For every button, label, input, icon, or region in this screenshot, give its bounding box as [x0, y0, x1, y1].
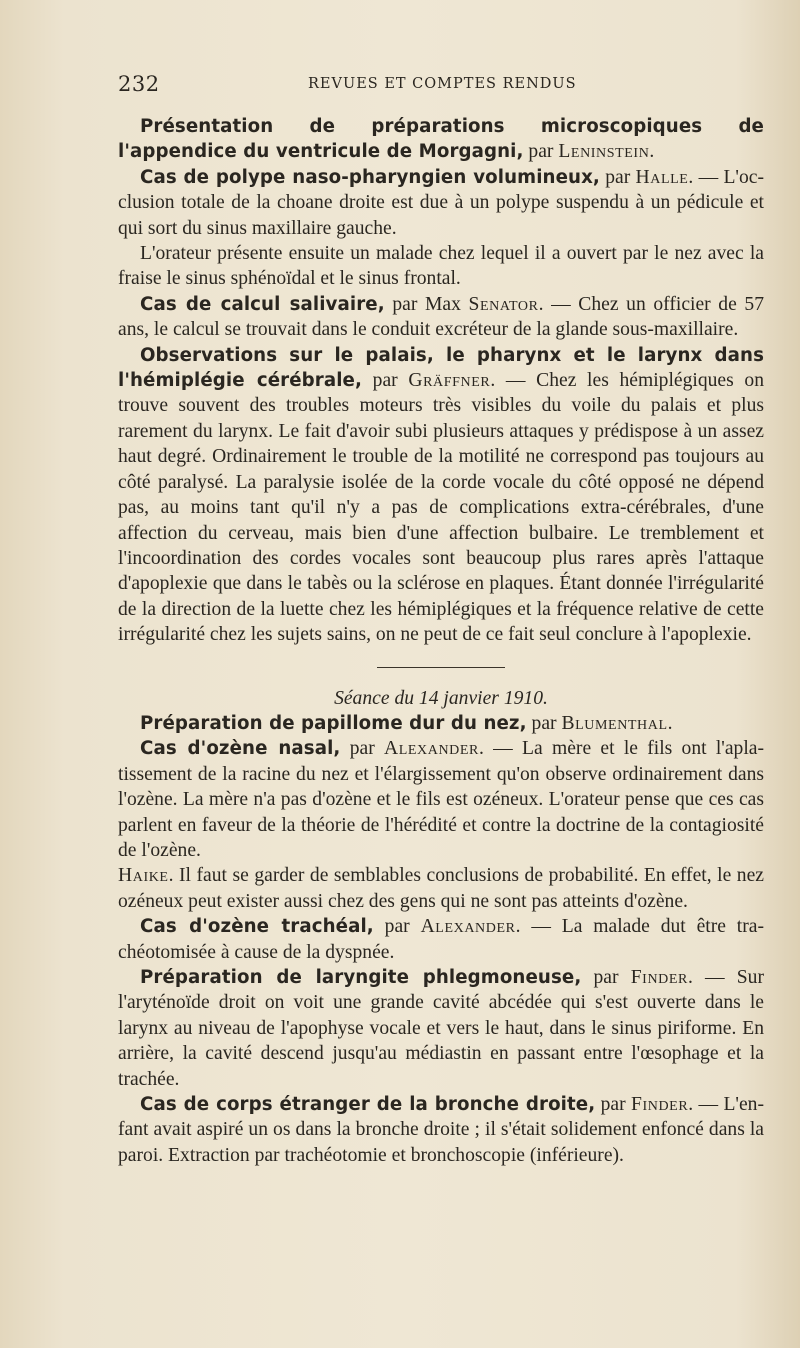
paragraph-title: Présentation de préparations microscopiques de l'appendice du ventricule de Morgagni, [118, 116, 764, 163]
byline-text: par [340, 738, 384, 760]
running-title: REVUES ET COMPTES RENDUS [308, 76, 577, 92]
author-name: Blumenthal [561, 712, 668, 734]
paragraph-text: L'orateur présente ensuite un malade chez lequel il a ouvert par le nez avec la fraise le sinus sphénoïdal et le sinus frontal. [118, 243, 764, 290]
author-name: Leninstein [558, 141, 650, 163]
author-name: Senator [468, 293, 539, 315]
author-name: Finder [630, 967, 688, 988]
paragraph-title: Préparation de papillome dur du nez, [140, 712, 527, 734]
byline-text: par [581, 967, 631, 988]
paragraph-text: . — La mère et le fils ont l'aplatissement de la racine du nez et l'élargissement qu'on observe ordinairement dans l'ozène. La mère n'a pas d'ozène et le fils est ozéneux. L'orateur pense que ces cas parlent en faveur de la théorie de l'hérédité et contre la doctrine de la contagiosité de l'ozène. [118, 738, 764, 861]
page-header [118, 72, 764, 102]
paragraph-text: . [649, 141, 655, 163]
paragraph-title: Cas d'ozène nasal, [140, 738, 341, 760]
paragraph-text: . — La malade dut être trachéotomisée à cause de la dyspnée. [118, 916, 764, 963]
section-after-session [118, 711, 764, 1168]
byline-text: par [523, 141, 559, 163]
byline-text: par [373, 916, 421, 938]
byline-text: par [526, 712, 562, 734]
paragraph-text: . [667, 712, 673, 734]
paragraph [118, 736, 764, 863]
paragraph-title: Cas de polype naso-pharyngien volumineux, [140, 166, 600, 188]
paragraph-title: Observations sur le palais, le pharynx et le larynx dans l'hémiplégie cérébrale, [118, 344, 764, 392]
author-name: Alexander [420, 916, 516, 938]
paragraph [118, 863, 764, 914]
paragraph-text: . — Sur l'aryténoïde droit on voit une grande cavité abcédée qui s'est ouverte dans le larynx au niveau de l'apophyse vocale et vers le haut, dans le sinus piriforme. En arrière, la cavité descend jusqu'au médiastin en passant entre l'œsophage et la trachée. [118, 967, 764, 1090]
paragraph-text: . — L'occlusion totale de la choane droite est due à un polype suspendu à un pédicule et qui sort du sinus maxillaire gauche. [118, 166, 764, 239]
byline-text: par [595, 1094, 631, 1116]
paragraph-text: . — Chez les hémiplégiques on trouve souvent des troubles moteurs très visibles du voile du palais et plus rarement du larynx. Le fait d'avoir subi plusieurs attaques y prédispose à un assez haut degré. Ordinairement le trouble de la motilité ne correspond pas toujours au côté paralysé. La paralysie isolée de la corde vocale du côté opposé ne dépend pas, au moins tant qu'il n'y a pas de complications extra-cérébrales, d'une affection du cerveau, mais bien d'une affection bulbaire. Le tremblement et l'incoordination des cordes vocales sont beaucoup plus rares après l'attaque d'apoplexie que dans le tabès ou la sclérose en plaques. Étant donnée l'irrégularité de la direction de la luette chez les hémiplégiques et la fréquence relative de cette irrégularité chez les sujets sains, on ne peut de ce fait seul conclure à l'apoplexie. [118, 370, 764, 646]
paragraph [118, 711, 764, 736]
section-before-session [118, 114, 764, 648]
section-divider [377, 667, 505, 668]
session-heading: Séance du 14 janvier 1910. [334, 687, 548, 709]
author-name: Haike [118, 865, 169, 887]
byline-text: par [362, 370, 409, 392]
paragraph-text: . — L'enfant avait aspiré un os dans la bronche droite ; il s'était solidement enfoncé dans la paroi. Extraction par trachéotomie et bronchoscopie (inférieure). [118, 1094, 764, 1166]
paragraph-text: . — Chez un officier de 57 ans, le calcul se trouvait dans le conduit excréteur de la glande sous-maxillaire. [118, 293, 764, 341]
paragraph-title: Préparation de laryngite phlegmoneuse, [140, 967, 582, 988]
paragraph [118, 292, 764, 343]
paragraph [118, 1092, 764, 1168]
byline-text: par [599, 166, 636, 188]
paragraph [118, 114, 764, 165]
paragraph [118, 165, 764, 241]
author-name: Gräffner [408, 370, 491, 392]
paragraph-title: Cas d'ozène trachéal, [140, 916, 374, 938]
paragraph-text: . Il faut se garder de semblables conclusions de probabilité. En effet, le nez ozéneux peut exister aussi chez des gens qui ne sont pas atteints d'ozène. [118, 865, 764, 912]
paragraph [118, 343, 764, 648]
author-name: Halle [635, 166, 689, 188]
author-name: Alexander [384, 738, 479, 760]
paragraph-title: Cas de calcul salivaire, [140, 293, 385, 315]
article-body [118, 114, 764, 1168]
paragraph [118, 914, 764, 965]
page-number: 232 [118, 72, 160, 96]
byline-text: par Max [384, 293, 469, 315]
paragraph [118, 241, 764, 292]
author-name: Finder [630, 1094, 689, 1116]
paragraph [118, 965, 764, 1092]
paragraph-title: Cas de corps étranger de la bronche droite, [140, 1094, 596, 1116]
